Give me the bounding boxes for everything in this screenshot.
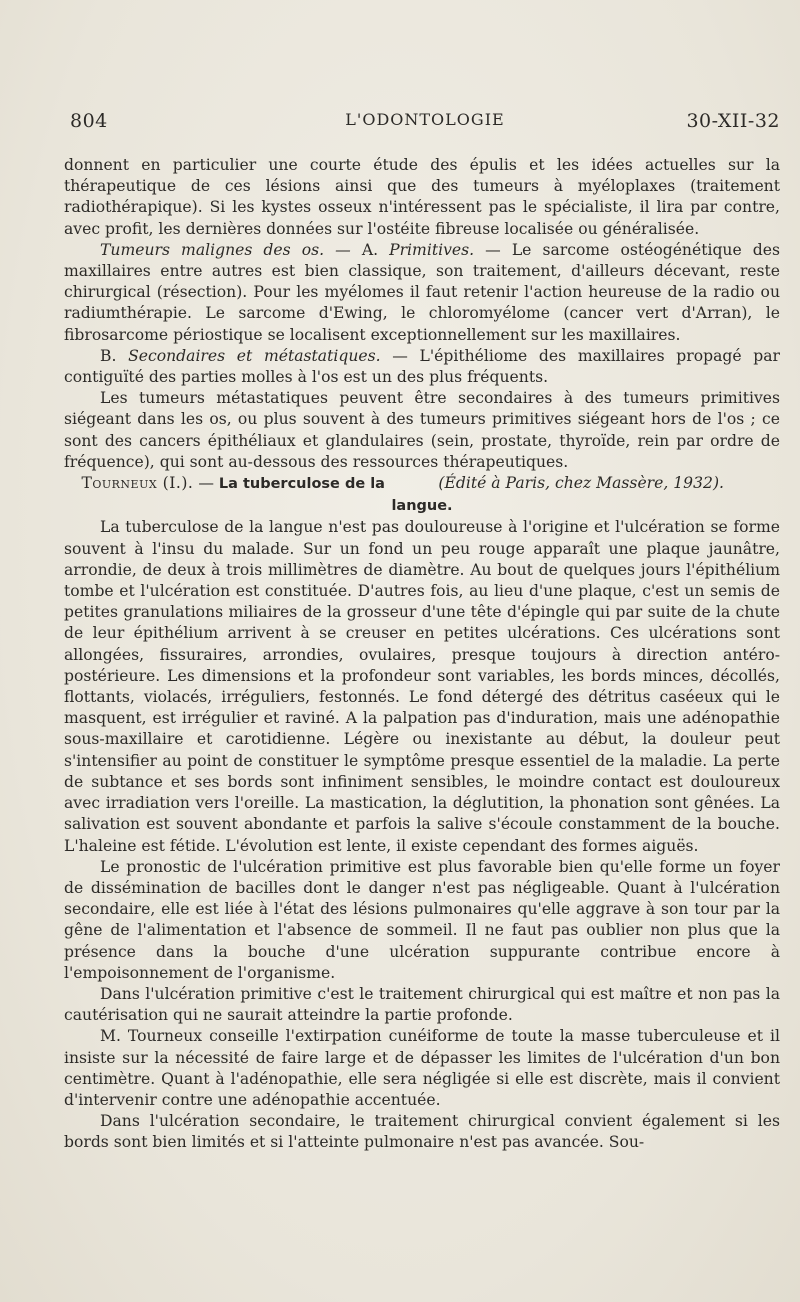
paragraph-text: — Le sarcome ostéogénétique des maxillaires entre autres est bien classique, son traitement, d'ailleurs décevant, reste chirurgical (résection). Pour les myélomes il faut retenir l'action heureuse de la radio ou radiumthérapie. Le sarcome d'Ewing, le chloromyélome (cancer vert d'Arran), le fibrosarcome périostique se localisent exceptionnellement sur les maxillaires.: [64, 240, 780, 344]
running-title: L'ODONTOLOGIE: [345, 110, 505, 129]
issue-date: 30-XII-32: [686, 110, 780, 132]
section-title: La tuberculose de la langue.: [218, 476, 453, 515]
subheading-primitives: Primitives.: [389, 240, 475, 259]
subheading-secondaires: Secondaires et métastatiques.: [128, 346, 381, 365]
page-header: [70, 110, 780, 140]
paragraph: Le pronostic de l'ulcération primitive est plus favorable bien qu'elle forme un foyer de dissémination de bacilles dont le danger n'est pas négligeable. Quant à l'ulcération secondaire, elle est liée à l'état des lésions pulmonaires qu'elle aggrave à son tour par la gêne de l'alimentation et l'absence de sommeil. Il ne faut pas oublier non plus que la présence dans la bouche d'une ulcération suppurante contribue encore à l'empoisonnement de l'organisme.: [64, 857, 780, 982]
paragraph-secondaires: [64, 346, 780, 388]
paragraph: La tuberculose de la langue n'est pas douloureuse à l'origine et l'ulcération se forme souvent à l'insu du malade. Sur un fond un peu rouge apparaît une plaque jaunâtre, arrondie, de deux à trois millimètres de diamètre. Au bout de quelques jours l'épithélium tombe et l'ulcération est constituée. D'autres fois, au lieu d'une plaque, c'est un semis de petites granulations miliaires de la grosseur d'une tête d'épingle qui par suite de la chute de leur épithélium arrivent à se creuser en petites ulcérations. Ces ulcérations sont allongées, fissuraires, arrondies, ovulaires, presque toujours à direction antéro-postérieure. Les dimensions et la profondeur sont variables, les bords minces, décollés, flottants, violacés, irréguliers, festonnés. Le fond détergé des détritus caséeux qui le masquent, est irrégulier et raviné. A la palpation pas d'induration, mais une adénopathie sous-maxillaire et carotidienne. Légère ou inexistante au début, la douleur peut s'intensifier au point de constituer le symptôme presque essentiel de la maladie. La perte de subtance et ses bords sont infiniment sensibles, le moindre contact est douloureux avec irradiation vers l'oreille. La mastication, la déglutition, la phonation sont gênées. La salivation est souvent abondante et parfois la salive s'écoule constamment de la bouche. L'haleine est fétide. L'évolution est lente, il existe cependant des formes aiguës.: [64, 518, 780, 855]
paragraph: Dans l'ulcération secondaire, le traitement chirurgical convient également si les bords sont bien limités et si l'atteinte pulmonaire n'est pas avancée. Sou-: [64, 1112, 780, 1152]
page-number: 804: [70, 110, 108, 132]
paragraph-tumeurs-malignes: [64, 240, 780, 346]
paragraph-text: Les tumeurs métastatiques peuvent être secondaires à des tumeurs primitives siégeant dans les os, ou plus souvent à des tumeurs primitives siégeant hors de l'os ; ce sont des cancers épithéliaux et glandulaires (sein, prostate, thyroïde, rein par ordre de fréquence), qui sont au-dessous des ressources thérapeutiques.: [64, 389, 780, 471]
list-marker-b: B.: [100, 346, 129, 365]
paragraph-text: — L'épithéliome des maxillaires propagé par contiguïté des parties molles à l'os est un des plus fréquents.: [64, 346, 781, 387]
section-dash: —: [193, 474, 219, 493]
paragraph: Dans l'ulcération primitive c'est le traitement chirurgical qui est maître et non pas la cautérisation qui ne saurait atteindre la partie profonde.: [64, 984, 780, 1025]
list-marker-a: A.: [361, 240, 390, 259]
paragraph: M. Tourneux conseille l'extirpation cunéiforme de toute la masse tuberculeuse et il insiste sur la nécessité de faire large et de dépasser les limites de l'ulcération d'un bon centimètre. Quant à l'adénopathie, elle sera négligée si elle est discrète, mais il convient d'intervenir contre une adénopathie accentuée.: [64, 1027, 780, 1109]
publisher-imprint: (Édité à Paris, chez Massère, 1932).: [438, 474, 724, 493]
subheading-tumeurs-malignes: Tumeurs malignes des os. —: [100, 240, 362, 259]
section-author: Tourneux (I.).: [81, 474, 194, 493]
paragraph: donnent en particulier une courte étude des épulis et les idées actuelles sur la thérapeutique de ces lésions ainsi que des tumeurs à myéloplaxes (traitement radiothérapique). Si les kystes osseux n'intéressent pas le spécialiste, il lira par contre, avec profit, les dernières données sur l'ostéite fibreuse localisée ou généralisée.: [64, 156, 780, 238]
page-body: [64, 155, 780, 1154]
